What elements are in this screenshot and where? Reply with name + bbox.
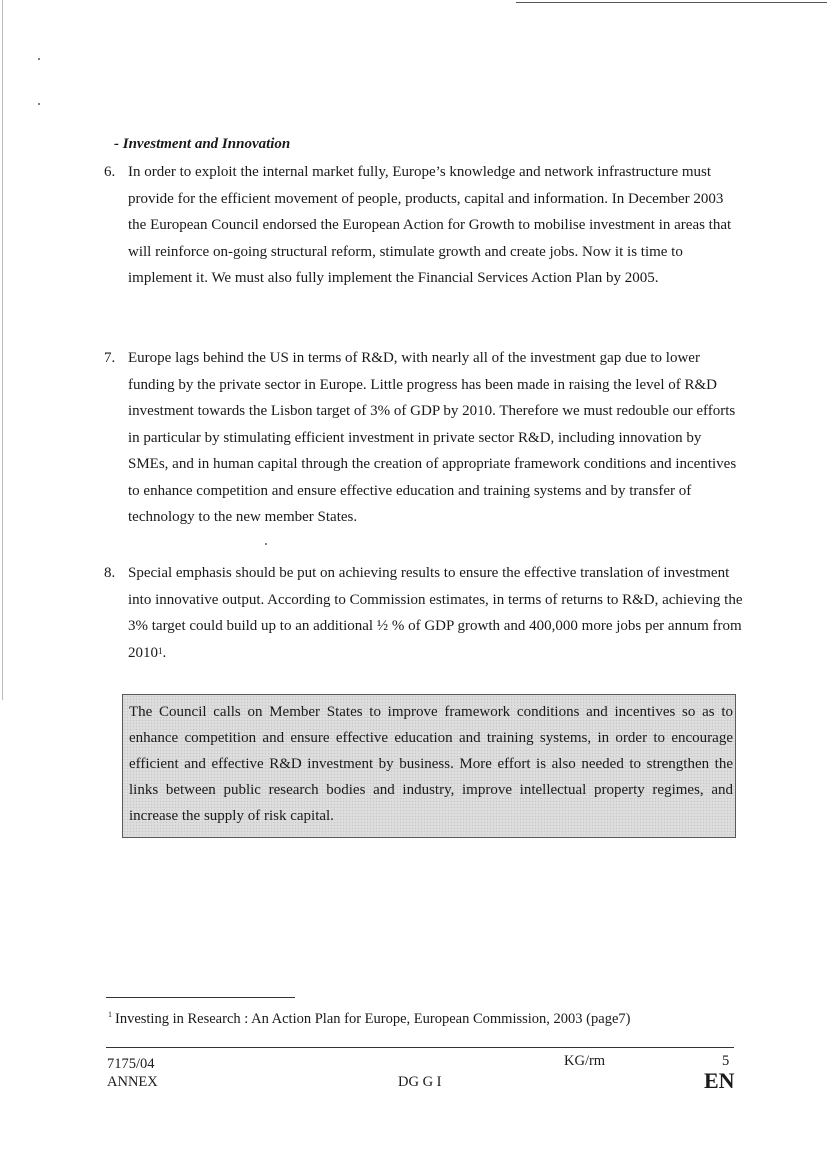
paragraph-7 — [104, 345, 744, 531]
scan-speck — [38, 58, 40, 60]
paragraph-text-end: . — [162, 644, 167, 661]
annex-label: ANNEX — [107, 1074, 158, 1090]
footer-divider — [106, 1047, 734, 1048]
council-recommendation-box — [122, 694, 736, 838]
scan-margin-line — [2, 0, 3, 700]
footnote-reference: 1 — [158, 645, 163, 656]
document-reference: 7175/04 — [107, 1056, 155, 1072]
scan-speck — [38, 103, 40, 105]
paragraph-text — [128, 560, 744, 666]
paragraph-6 — [104, 159, 744, 292]
scan-edge-line — [516, 2, 827, 3]
paragraph-text-body: Special emphasis should be put on achieving results to ensure the effective translation of investment into innovative output. According to Commission estimates, in terms of returns to R&D, achieving the 3% target could build up to an additional ½ % of GDP growth and 400,000 more jobs per annum from 2010 — [128, 565, 743, 661]
paragraph-number: 6. — [104, 164, 116, 180]
paragraph-text: Europe lags behind the US in terms of R&D, with nearly all of the investment gap due to lower funding by the private sector in Europe. Little progress has been made in raising the level of R&D investment towards the Lisbon target of 3% of GDP by 2010. Therefore we must redouble our efforts in particular by stimulating efficient investment in private sector R&D, including innovation by SMEs, and in human capital through the creation of appropriate framework conditions and incentives to enhance competition and ensure effective education and training systems and by transfer of technology to the new member States. — [128, 350, 737, 525]
footnote-marker: 1 — [108, 1010, 112, 1019]
scan-speck — [265, 543, 267, 545]
paragraph-8 — [104, 560, 744, 666]
author-initials: KG/rm — [564, 1053, 606, 1069]
footnote-divider — [106, 997, 295, 998]
page-number: 5 — [722, 1053, 730, 1069]
directorate-label: DG G I — [398, 1074, 442, 1090]
language-code: EN — [704, 1068, 735, 1093]
paragraph-number: 8. — [104, 565, 116, 581]
footnote — [108, 1011, 630, 1028]
council-recommendation-text: The Council calls on Member States to improve framework conditions and incentives so as to enhance competition and ensure effective education and training systems, in order to encourage efficient and effective R&D investment by business. More effort is also needed to strengthen the links between public research bodies and industry, improve intellectual property regimes, and increase the supply of risk capital. — [129, 704, 733, 824]
paragraph-text: In order to exploit the internal market fully, Europe’s knowledge and network infrastructure must provide for the efficient movement of people, products, capital and information. In December 2003 the European Council endorsed the European Action for Growth to mobilise investment in areas that will reinforce on-going structural reform, stimulate growth and create jobs. Now it is time to implement it. We must also fully implement the Financial Services Action Plan by 2005. — [128, 164, 732, 286]
paragraph-number: 7. — [104, 350, 116, 366]
footnote-text: Investing in Research : An Action Plan for Europe, European Commission, 2003 (page7) — [115, 1011, 631, 1027]
section-heading: - Investment and Innovation — [114, 136, 291, 152]
